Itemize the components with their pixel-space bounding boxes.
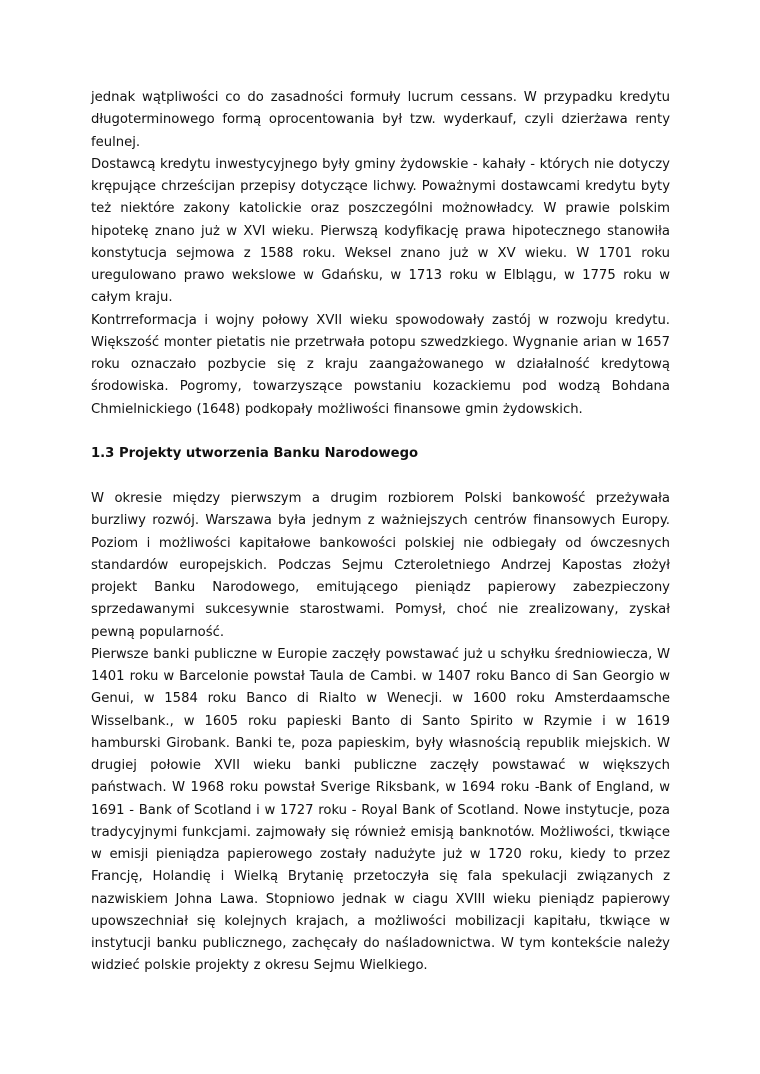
paragraph-counter-reformation: Kontrreformacja i wojny połowy XVII wieku spowodowały zastój w rozwoju kredytu. Większość monter pietatis nie przetrwała potopu szwedzkiego. Wygnanie arian w 1657 roku oznaczało pozbycie się z kraju zaangażowanego w działalność kredytową środowiska. Pogromy, towarzyszące powstaniu kozackiemu pod wodzą Bohdana Chmielnickiego (1648) podkopały możliwości finansowe gmin żydowskich. bbox=[91, 312, 670, 417]
spacer bbox=[91, 466, 670, 489]
paragraph-credit-suppliers: Dostawcą kredytu inwestycyjnego były gminy żydowskie - kahały - których nie dotyczy krępujące chrześcijan przepisy dotyczące lichwy. Poważnymi dostawcami kredytu byty też niektóre zakony katolickie oraz poszczególni możnowładcy. W prawie polskim hipotekę znano już w XVI wieku. Pierwszą kodyfikację prawa hipotecznego stanowiła konstytucja sejmowa z 1588 roku. Weksel znano już w XV wieku. W 1701 roku uregulowano prawo wekslowe w Gdańsku, w 1713 roku w Elblągu, w 1775 roku w całym kraju. bbox=[91, 156, 670, 306]
paragraph-public-banks: Pierwsze banki publiczne w Europie zaczęły powstawać już u schyłku średniowiecza, W 1401 roku w Barcelonie powstał Taula de Cambi. w 1407 roku Banco di San Georgio w Genui, w 1584 roku Banco di Rialto w Wenecji. w 1600 roku Amsterdaamsche Wisselbank., w 1605 roku papieski Banto di Santo Spirito w Rzymie i w 1619 hamburski Girobank. Banki te, poza papieskim, były własnością republik miejskich. W drugiej połowie XVII wieku banki publiczne zaczęły powstawać w większych państwach. W 1968 roku powstał Sverige Riksbank, w 1694 roku -Bank of England, w 1691 - Bank of Scotland i w 1727 roku - Royal Bank of Scotland. Nowe instytucje, poza tradycyjnymi funkcjami. zajmowały się również emisją banknotów. Możliwości, tkwiące w emisji pieniądza papierowego zostały nadużyte już w 1720 roku, kiedy to przez Francję, Holandię i Wielką Brytanię przetoczyła się fala spekulacji związanych z nazwiskiem Johna Lawa. Stopniowo jednak w ciagu XVIII wieku pieniądz papierowy upowszechniał się kolejnych krajach, a możliwości mobilizacji kapitału, tkwiące w instytucji banku publicznego, zachęcały do naśladownictwa. W tym kontekście należy widzieć polskie projekty z okresu Sejmu Wielkiego. bbox=[91, 646, 670, 974]
spacer bbox=[91, 421, 670, 444]
document-page bbox=[91, 87, 670, 978]
paragraph-credit-forms: jednak wątpliwości co do zasadności formuły lucrum cessans. W przypadku kredytu długoterminowego formą oprocentowania był tzw. wyderkauf, czyli dzierżawa renty feulnej. bbox=[91, 90, 670, 150]
section-heading: 1.3 Projekty utworzenia Banku Narodowego bbox=[91, 446, 419, 462]
paragraph-partition-period: W okresie między pierwszym a drugim rozbiorem Polski bankowość przeżywała burzliwy rozwój. Warszawa była jednym z ważniejszych centrów finansowych Europy. Poziom i możliwości kapitałowe bankowości polskiej nie odbiegały od ówczesnych standardów europejskich. Podczas Sejmu Czteroletniego Andrzej Kapostas złożył projekt Banku Narodowego, emitującego pieniądz papierowy zabezpieczony sprzedawanymi sukcesywnie starostwami. Pomysł, choć nie zrealizowany, zyskał pewną popularność. bbox=[91, 491, 670, 640]
